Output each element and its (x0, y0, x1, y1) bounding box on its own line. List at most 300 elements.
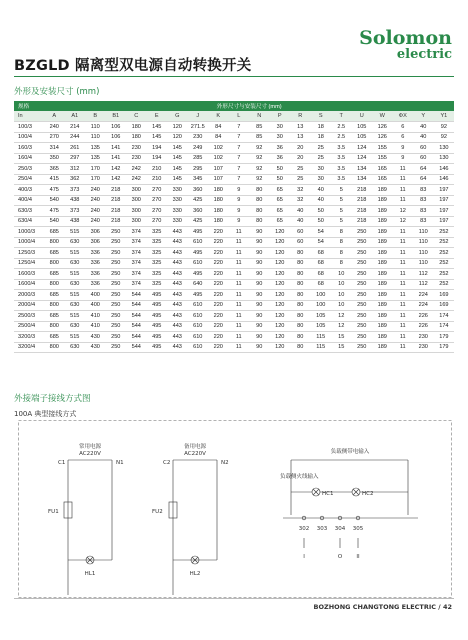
table-cell: 11 (393, 321, 414, 332)
table-cell: 18 (311, 132, 332, 143)
table-cell: 60 (290, 227, 311, 238)
column-header-cell: E (147, 111, 168, 122)
table-cell: 430 (85, 342, 106, 353)
table-cell: 250 (106, 227, 127, 238)
table-cell: 8 (331, 227, 352, 238)
table-cell: 297 (65, 153, 86, 164)
table-cell: 306 (85, 237, 106, 248)
table-cell: 515 (65, 332, 86, 343)
terminal-303: 303 (316, 526, 328, 532)
table-cell: 134 (352, 174, 373, 185)
table-cell: 90 (249, 269, 270, 280)
table-cell: 90 (249, 311, 270, 322)
table-cell: 250 (352, 321, 373, 332)
table-cell: 25 (311, 153, 332, 164)
brand-sub: electric (396, 47, 452, 62)
hl-right2-label: HC2 (362, 491, 374, 497)
supply1-label: 常用电源 (78, 444, 102, 450)
table-cell: 6 (393, 122, 414, 133)
table-cell: 240 (85, 216, 106, 227)
table-cell: 120 (270, 321, 291, 332)
table-cell: 85 (249, 122, 270, 133)
table-cell: 250 (352, 258, 373, 269)
table-cell: 11 (229, 269, 250, 280)
table-cell: 210 (147, 174, 168, 185)
table-cell: 9 (229, 216, 250, 227)
table-cell: 189 (372, 321, 393, 332)
table-cell: 80 (290, 258, 311, 269)
title-divider (14, 76, 454, 77)
table-cell: 135 (85, 153, 106, 164)
table-cell: 230 (126, 153, 147, 164)
table-cell: 300 (126, 216, 147, 227)
table-cell: 400/3 (14, 185, 44, 196)
table-cell: 11 (393, 237, 414, 248)
table-cell: 105 (352, 122, 373, 133)
table-cell: 6 (393, 132, 414, 143)
table-cell: 443 (167, 332, 188, 343)
table-cell: 312 (65, 164, 86, 175)
table-cell: 214 (65, 122, 86, 133)
table-row (14, 311, 454, 322)
table-cell: 443 (167, 300, 188, 311)
footer-divider (14, 598, 454, 599)
table-cell: 250 (106, 237, 127, 248)
table-cell: 90 (249, 227, 270, 238)
table-cell: 544 (126, 321, 147, 332)
table-cell: 20 (290, 153, 311, 164)
table-cell: 90 (249, 332, 270, 343)
table-cell: 8 (331, 258, 352, 269)
table-cell: 240 (85, 195, 106, 206)
table-cell: 107 (208, 164, 229, 175)
table-cell: 685 (44, 332, 65, 343)
table-cell: 410 (85, 311, 106, 322)
table-cell: 230 (188, 132, 209, 143)
table-cell: 330 (167, 195, 188, 206)
table-cell: 142 (106, 174, 127, 185)
table-cell: 11 (393, 174, 414, 185)
table-cell: 544 (126, 311, 147, 322)
table-cell: 250 (106, 342, 127, 353)
table-cell: 515 (65, 311, 86, 322)
table-cell: 68 (311, 248, 332, 259)
table-cell: 84 (208, 122, 229, 133)
group-header-spec: 规格 (14, 101, 44, 111)
table-cell: 32 (290, 185, 311, 196)
table-cell: 197 (434, 216, 455, 227)
table-cell: 242 (126, 174, 147, 185)
table-cell: 374 (126, 269, 147, 280)
table-cell: 270 (147, 195, 168, 206)
column-header-cell: T (331, 111, 352, 122)
table-cell: 443 (167, 258, 188, 269)
table-row (14, 195, 454, 206)
table-cell: 415 (44, 174, 65, 185)
table-cell: 495 (147, 290, 168, 301)
table-cell: 65 (270, 216, 291, 227)
table-cell: 438 (65, 195, 86, 206)
table-cell: 220 (208, 311, 229, 322)
table-cell: 220 (208, 300, 229, 311)
column-header-cell: N (249, 111, 270, 122)
table-cell: 9 (229, 195, 250, 206)
table-cell: 135 (85, 143, 106, 154)
table-cell: 252 (434, 269, 455, 280)
table-cell: 180 (208, 195, 229, 206)
table-cell: 36 (270, 143, 291, 154)
table-cell: 325 (147, 269, 168, 280)
table-cell: 120 (270, 279, 291, 290)
table-cell: 7 (229, 132, 250, 143)
table-cell: 120 (270, 269, 291, 280)
table-cell: 336 (85, 248, 106, 259)
table-cell: 90 (249, 342, 270, 353)
table-cell: 250 (352, 332, 373, 343)
table-cell: 165 (372, 164, 393, 175)
table-cell: 180 (126, 122, 147, 133)
table-cell: 252 (434, 237, 455, 248)
table-cell: 2500/4 (14, 321, 44, 332)
table-cell: 218 (106, 185, 127, 196)
table-cell: 12 (393, 216, 414, 227)
table-cell: 36 (270, 153, 291, 164)
mark-i: I (303, 554, 305, 560)
table-cell: 32 (290, 195, 311, 206)
table-cell: 250 (106, 311, 127, 322)
table-cell: 124 (352, 143, 373, 154)
table-cell: 84 (208, 132, 229, 143)
table-cell: 180 (208, 206, 229, 217)
table-cell: 50 (311, 206, 332, 217)
table-cell: 220 (208, 227, 229, 238)
table-cell: 295 (188, 164, 209, 175)
table-cell: 11 (229, 248, 250, 259)
n2-label: N2 (221, 460, 229, 466)
terminal-304: 304 (334, 526, 346, 532)
supply2-label: 备用电源 (183, 444, 207, 450)
table-cell: 5 (331, 195, 352, 206)
table-cell: 11 (229, 290, 250, 301)
table-cell: 325 (147, 227, 168, 238)
table-cell: 325 (147, 248, 168, 259)
table-cell: 115 (311, 342, 332, 353)
table-cell: 685 (44, 311, 65, 322)
table-cell: 495 (188, 227, 209, 238)
table-cell: 475 (44, 206, 65, 217)
table-cell: 11 (393, 195, 414, 206)
table-cell: 336 (85, 258, 106, 269)
column-header-cell: Y (413, 111, 434, 122)
table-cell: 400 (85, 300, 106, 311)
table-cell: 300 (126, 185, 147, 196)
brand-name: Solomon (359, 27, 452, 49)
table-cell: 220 (208, 332, 229, 343)
table-cell: 544 (126, 290, 147, 301)
table-cell: 374 (126, 237, 147, 248)
table-cell: 110 (413, 258, 434, 269)
table-cell: 90 (249, 321, 270, 332)
column-header-cell: L (229, 111, 250, 122)
column-header-cell: C (126, 111, 147, 122)
table-cell: 83 (413, 206, 434, 217)
supply1-voltage: AC220V (79, 451, 101, 457)
table-cell: 146 (434, 174, 455, 185)
table-cell: 336 (85, 279, 106, 290)
table-cell: 100/3 (14, 122, 44, 133)
table-cell: 50 (270, 174, 291, 185)
table-cell: 189 (372, 258, 393, 269)
table-cell: 189 (372, 237, 393, 248)
column-header-cell: A1 (65, 111, 86, 122)
table-cell: 271.5 (188, 122, 209, 133)
table-group-header (14, 101, 454, 111)
table-cell: 7 (229, 122, 250, 133)
table-cell: 610 (188, 332, 209, 343)
table-cell: 252 (434, 248, 455, 259)
table-cell: 515 (65, 248, 86, 259)
table-cell: 83 (413, 216, 434, 227)
table-cell: 3.5 (331, 143, 352, 154)
table-cell: 189 (372, 185, 393, 196)
table-cell: 800 (44, 258, 65, 269)
table-row (14, 237, 454, 248)
column-header-cell: P (270, 111, 291, 122)
table-cell: 345 (188, 174, 209, 185)
table-row (14, 342, 454, 353)
table-cell: 15 (331, 332, 352, 343)
table-row (14, 248, 454, 259)
table-cell: 3200/4 (14, 342, 44, 353)
table-cell: 495 (147, 332, 168, 343)
table-cell: 179 (434, 332, 455, 343)
column-header-cell: A (44, 111, 65, 122)
table-cell: 7 (229, 153, 250, 164)
table-cell: 362 (65, 174, 86, 185)
table-cell: 189 (372, 311, 393, 322)
table-cell: 189 (372, 279, 393, 290)
table-cell: 92 (249, 174, 270, 185)
table-cell: 630/4 (14, 216, 44, 227)
table-cell: 2000/4 (14, 300, 44, 311)
table-cell: 68 (311, 279, 332, 290)
table-cell: 11 (229, 321, 250, 332)
column-header-cell: G (167, 111, 188, 122)
table-cell: 11 (229, 342, 250, 353)
table-cell: 210 (147, 164, 168, 175)
table-cell: 11 (229, 300, 250, 311)
table-cell: 12 (331, 321, 352, 332)
table-cell: 92 (249, 164, 270, 175)
table-cell: 7 (229, 143, 250, 154)
table-cell: 100 (311, 290, 332, 301)
table-cell: 252 (434, 258, 455, 269)
mark-ii: II (356, 554, 360, 560)
table-cell: 10 (331, 300, 352, 311)
table-cell: 30 (311, 174, 332, 185)
table-cell: 410 (85, 321, 106, 332)
table-cell: 218 (106, 216, 127, 227)
table-cell: 11 (229, 311, 250, 322)
table-cell: 220 (208, 290, 229, 301)
table-cell: 120 (270, 258, 291, 269)
table-cell: 40 (290, 216, 311, 227)
table-cell: 1600/3 (14, 269, 44, 280)
table-cell: 80 (290, 269, 311, 280)
table-cell: 142 (106, 164, 127, 175)
table-cell: 124 (352, 153, 373, 164)
table-cell: 220 (208, 269, 229, 280)
table-cell: 65 (270, 185, 291, 196)
page-footer: BOZHONG CHANGTONG ELECTRIC / 42 (313, 603, 452, 611)
table-cell: 306 (85, 227, 106, 238)
table-cell: 9 (229, 185, 250, 196)
table-cell: 515 (65, 227, 86, 238)
table-cell: 197 (434, 206, 455, 217)
table-cell: 325 (147, 237, 168, 248)
table-cell: 685 (44, 227, 65, 238)
table-cell: 226 (413, 321, 434, 332)
table-cell: 220 (208, 237, 229, 248)
table-cell: 250 (106, 269, 127, 280)
table-cell: 630 (65, 342, 86, 353)
hl-right1-label: HC1 (322, 491, 334, 497)
table-cell: 540 (44, 216, 65, 227)
table-cell: 226 (413, 311, 434, 322)
table-cell: 270 (147, 185, 168, 196)
table-cell: 240 (44, 122, 65, 133)
table-cell: 630 (65, 258, 86, 269)
table-cell: 107 (208, 174, 229, 185)
table-cell: 80 (290, 290, 311, 301)
table-cell: 3.5 (331, 164, 352, 175)
table-cell: 169 (434, 290, 455, 301)
table-cell: 145 (167, 143, 188, 154)
table-cell: 90 (249, 300, 270, 311)
table-cell: 270 (147, 206, 168, 217)
table-cell: 10 (331, 279, 352, 290)
table-cell: 180 (126, 132, 147, 143)
table-cell: 65 (270, 206, 291, 217)
table-cell: 250 (352, 279, 373, 290)
terminal-302: 302 (298, 526, 310, 532)
table-cell: 80 (290, 279, 311, 290)
table-cell: 134 (352, 164, 373, 175)
table-cell: 25 (290, 174, 311, 185)
table-cell: 250 (106, 258, 127, 269)
table-cell: 11 (393, 164, 414, 175)
table-cell: 430 (85, 332, 106, 343)
table-cell: 242 (126, 164, 147, 175)
table-cell: 515 (65, 290, 86, 301)
table-row (14, 269, 454, 280)
table-cell: 495 (188, 290, 209, 301)
group-header-dims: 外形尺寸与安装尺寸 (mm) (44, 101, 454, 111)
table-cell: 360 (188, 206, 209, 217)
table-cell: 30 (311, 164, 332, 175)
table-cell: 80 (249, 216, 270, 227)
table-cell: 2000/3 (14, 290, 44, 301)
dimension-table (14, 101, 454, 353)
wiring-diagram (18, 420, 452, 598)
table-column-header (14, 111, 454, 122)
table-cell: 105 (311, 311, 332, 322)
table-cell: 300 (126, 206, 147, 217)
table-cell: 610 (188, 321, 209, 332)
table-cell: 443 (167, 227, 188, 238)
table-cell: 40 (311, 185, 332, 196)
table-cell: 240 (85, 206, 106, 217)
table-cell: 250/4 (14, 174, 44, 185)
table-cell: 374 (126, 227, 147, 238)
table-cell: 640 (188, 279, 209, 290)
table-cell: 220 (208, 248, 229, 259)
table-cell: 170 (85, 174, 106, 185)
table-cell: 610 (188, 342, 209, 353)
table-cell: 630 (65, 279, 86, 290)
table-cell: 180 (208, 185, 229, 196)
table-cell: 50 (311, 216, 332, 227)
table-cell: 68 (311, 258, 332, 269)
table-cell: 120 (270, 237, 291, 248)
table-cell: 189 (372, 269, 393, 280)
table-cell: 80 (290, 300, 311, 311)
table-cell: 120 (270, 300, 291, 311)
table-cell: 365 (44, 164, 65, 175)
table-cell: 126 (372, 122, 393, 133)
table-cell: 350 (44, 153, 65, 164)
n1-label: N1 (116, 460, 124, 466)
table-cell: 120 (167, 132, 188, 143)
table-cell: 11 (229, 332, 250, 343)
table-cell: 325 (147, 258, 168, 269)
table-cell: 285 (188, 153, 209, 164)
table-cell: 80 (290, 342, 311, 353)
table-cell: 12 (331, 311, 352, 322)
table-cell: 11 (229, 279, 250, 290)
table-cell: 40 (413, 122, 434, 133)
table-cell: 250 (106, 248, 127, 259)
hl2-label: HL2 (189, 571, 201, 577)
table-cell: 11 (229, 227, 250, 238)
table-cell: 8 (331, 248, 352, 259)
table-cell: 230 (413, 332, 434, 343)
table-cell: 197 (434, 195, 455, 206)
table-cell: 145 (167, 153, 188, 164)
table-cell: 11 (393, 311, 414, 322)
table-row (14, 153, 454, 164)
table-cell: 1000/3 (14, 227, 44, 238)
table-cell: 189 (372, 342, 393, 353)
table-cell: 146 (434, 164, 455, 175)
table-cell: 83 (413, 195, 434, 206)
column-header-cell: ΦX (393, 111, 414, 122)
table-cell: 189 (372, 332, 393, 343)
table-cell: 120 (270, 290, 291, 301)
table-cell: 1250/3 (14, 248, 44, 259)
table-row (14, 279, 454, 290)
table-cell: 800 (44, 321, 65, 332)
table-cell: 443 (167, 248, 188, 259)
table-cell: 60 (413, 143, 434, 154)
table-cell: 174 (434, 321, 455, 332)
table-cell: 800 (44, 279, 65, 290)
column-header-cell: S (311, 111, 332, 122)
table-cell: 220 (208, 342, 229, 353)
table-row (14, 227, 454, 238)
table-cell: 443 (167, 342, 188, 353)
column-header-cell: B1 (106, 111, 127, 122)
